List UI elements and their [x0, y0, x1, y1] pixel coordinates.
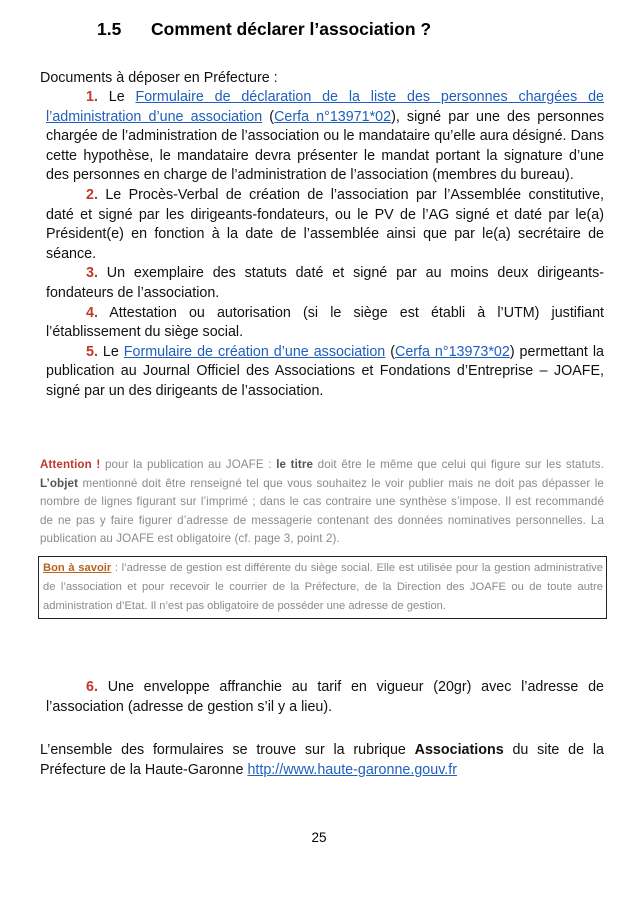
item-number: 2.	[86, 186, 98, 203]
item-text: ) permettant la publication au Journal Officiel des Associations et Fondations d’Entreprise – JOAFE, signé par un des dirigeants de l’association.	[46, 343, 604, 399]
item-number: 6.	[86, 679, 98, 695]
item-text: (	[262, 108, 275, 125]
bon-a-savoir-text: : l’adresse de gestion est différente du siège social. Elle est utilisée pour la gestion administrative de l’association et pour recevoir le courrier de la Préfecture, de la Direction des JOAFE ou de toute autre administration d’Etat. Il n’est pas obligatoire de posséder une adresse de gestion.	[43, 562, 603, 612]
note-text: pour la publication au JOAFE :	[100, 458, 277, 471]
item-text: Attestation ou autorisation (si le siège est établi à l’UTM) justifiant l’établissement du siège social.	[46, 304, 604, 341]
section-number: 1.5	[97, 19, 122, 39]
closing-bold: Associations	[414, 742, 504, 758]
item-text: Le Procès-Verbal de création de l’association par l’Assemblée constitutive, daté et signé par les dirigeants-fondateurs, ou le PV de l’AG signé et daté par le(a) Président(e) en fonction à la date de l’assemblée ainsi que par le(a) secrétaire de séance.	[46, 186, 604, 262]
item-text: ), signé par une des personnes chargée de l’administration de l’association ou le mandataire qu’elle aura désigné. Dans cette hypothèse, le mandataire devra présenter le mandat portant la signature d’une des personnes en charge de l’administration de l’association (membres du bureau).	[46, 108, 605, 184]
note-bold: le titre	[276, 458, 314, 471]
bon-a-savoir-box	[38, 556, 607, 619]
item-number: 5.	[86, 343, 98, 360]
prefecture-website-link[interactable]: http://www.haute-garonne.gouv.fr	[247, 762, 457, 778]
list-item	[40, 678, 604, 717]
documents-list	[40, 88, 604, 402]
page-number: 25	[311, 830, 327, 845]
formulaire-creation-link[interactable]: Formulaire de création d’une association	[123, 343, 386, 360]
closing-text: L’ensemble des formulaires se trouve sur la rubrique	[40, 742, 415, 758]
note-text: doit être le même que celui qui figure sur les statuts.	[313, 458, 605, 471]
cerfa-13973-link[interactable]: Cerfa n°13973*02	[395, 343, 510, 360]
list-item	[40, 343, 604, 402]
item-number: 4.	[86, 304, 98, 321]
item-text: Un exemplaire des statuts daté et signé par au moins deux dirigeants-fondateurs de l’association.	[46, 265, 604, 301]
list-item-6	[40, 678, 604, 717]
item-number: 1.	[86, 89, 98, 105]
section-heading	[97, 19, 431, 40]
note-bold: L’objet	[40, 476, 79, 490]
bon-a-savoir-label: Bon à savoir	[43, 562, 112, 574]
note-text: mentionné doit être renseigné tel que vous souhaitez le voir publier mais ne doit pas dépasser le nombre de lignes figurant sur l’imprimé ; dans le cas contraire une synthèse s’impose. Il est recommandé de ne pas y faire figurer d’adresse de messagerie contenant des données nominatives personnelles. La publication au JOAFE est obligatoire (cf. page 3, point 2).	[40, 476, 604, 546]
item-text: Une enveloppe affranchie au tarif en vigueur (20gr) avec l’adresse de l’association (adresse de gestion s’il y a lieu).	[46, 679, 604, 715]
attention-note	[40, 456, 604, 549]
section-title: Comment déclarer l’association ?	[151, 19, 432, 39]
documents-intro: Documents à déposer en Préfecture :	[40, 70, 278, 86]
list-item	[40, 186, 604, 264]
cerfa-13971-link[interactable]: Cerfa n°13971*02	[274, 108, 392, 125]
item-text: (	[385, 343, 395, 360]
attention-label: Attention !	[40, 458, 101, 471]
closing-paragraph	[40, 740, 604, 780]
list-item	[40, 304, 604, 343]
closing-text: du site de la Préfecture de la Haute-Garonne	[40, 742, 604, 778]
item-text: Le	[97, 343, 124, 360]
list-item	[40, 264, 604, 303]
item-text: Le	[97, 89, 136, 105]
list-item	[40, 88, 604, 186]
formulaire-declaration-link[interactable]: Formulaire de déclaration de la liste des personnes chargées de l’administration d’une association	[46, 89, 604, 125]
item-number: 3.	[86, 265, 98, 282]
